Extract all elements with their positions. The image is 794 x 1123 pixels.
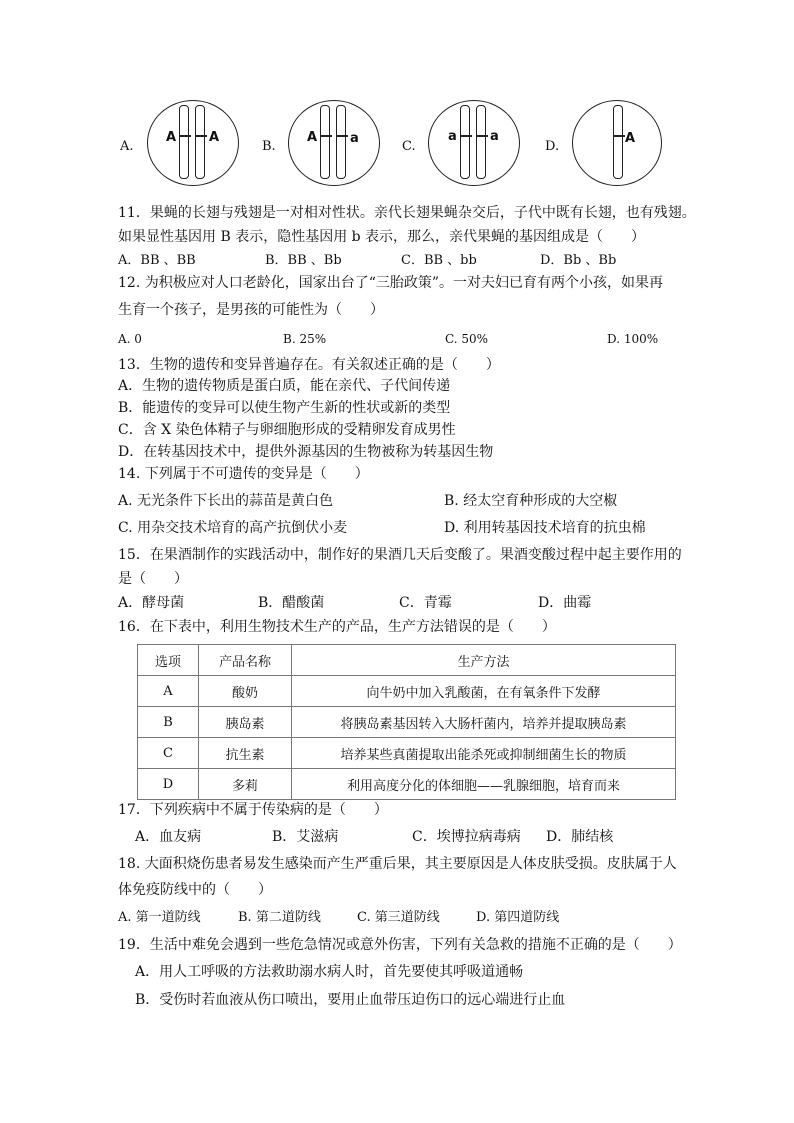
q18-stem-line1: 18. 大面积烧伤患者易发生感染而产生严重后果，其主要原因是人体皮肤受损。皮肤属于人 (118, 856, 677, 872)
q18-option-d: D. 第四道防线 (476, 910, 560, 925)
cell-b (288, 100, 380, 186)
cell-a (147, 100, 239, 186)
cell-method: 利用高度分化的体细胞——乳腺细胞，培育而来 (292, 769, 676, 800)
q18-stem-line2: 体免疫防线中的（ ） (118, 882, 272, 898)
q12-option-c: C. 50% (445, 332, 489, 346)
q16-table (137, 644, 676, 800)
q11-stem-line1: 11．果蝇的长翅与残翅是一对相对性状。亲代长翅果蝇杂交后，子代中既有长翅，也有残翅。 (118, 205, 696, 221)
q15-option-a: A．酵母菌 (118, 595, 185, 611)
q15-option-c: C．青霉 (399, 595, 452, 611)
q13-stem: 13．生物的遗传和变异普遍存在。有关叙述正确的是（ ） (118, 357, 500, 373)
cell-product: 酸奶 (199, 676, 292, 707)
gene-label: A (166, 130, 177, 145)
fig-option-label-a: A. (120, 139, 134, 154)
cell-product: 多莉 (199, 769, 292, 800)
q11-option-b: B．BB 、Bb (265, 253, 342, 268)
gene-label: A (209, 130, 220, 145)
cell-option: B (138, 707, 199, 738)
q18-option-b: B. 第二道防线 (238, 910, 321, 925)
fig-option-label-c: C. (402, 139, 416, 154)
gene-label: a (350, 131, 359, 146)
table-row (138, 738, 676, 769)
cell-product: 胰岛素 (199, 707, 292, 738)
q12-option-b: B. 25% (283, 332, 327, 346)
cell-c (428, 100, 520, 186)
q19-option-a: A．用人工呼吸的方法救助溺水病人时，首先要使其呼吸道通畅 (135, 964, 524, 980)
cell-method: 向牛奶中加入乳酸菌，在有氧条件下发酵 (292, 676, 676, 707)
chromosome (195, 105, 205, 179)
q14-option-c: C. 用杂交技术培育的高产抗倒伏小麦 (118, 520, 348, 536)
q17-option-a: A．血友病 (135, 829, 202, 845)
q12-stem-line2: 生育一个孩子，是男孩的可能性为（ ） (118, 302, 384, 318)
q14-option-a: A. 无光条件下长出的蒜苗是黄白色 (118, 493, 334, 509)
q13-option-a: A．生物的遗传物质是蛋白质，能在亲代、子代间传递 (118, 378, 451, 394)
q13-option-c: C．含 X 染色体精子与卵细胞形成的受精卵发育成男性 (118, 422, 456, 438)
chromosome (613, 105, 623, 179)
q18-option-c: C. 第三道防线 (357, 910, 440, 925)
gene-label: a (490, 129, 499, 144)
gene-label: A (307, 130, 318, 145)
fig-option-label-d: D. (545, 139, 560, 154)
table-row (138, 707, 676, 738)
chromosome (179, 105, 189, 179)
q18-option-a: A. 第一道防线 (118, 910, 201, 925)
chromosome (336, 105, 346, 179)
q13-option-b: B．能遗传的变异可以使生物产生新的性状或新的类型 (118, 400, 451, 416)
cell-product: 抗生素 (199, 738, 292, 769)
q16-stem: 16．在下表中，利用生物技术生产的产品，生产方法错误的是（ ） (118, 619, 556, 635)
chromosome (320, 105, 330, 179)
q15-stem-line1: 15．在果酒制作的实践活动中，制作好的果酒几天后变酸了。果酒变酸过程中起主要作用的 (118, 547, 682, 563)
q19-stem: 19．生活中难免会遇到一些危急情况或意外伤害，下列有关急救的措施不正确的是（ ） (118, 937, 682, 953)
table-row (138, 769, 676, 800)
q11-option-d: D．Bb 、Bb (540, 253, 617, 268)
q15-stem-line2: 是（ ） (118, 571, 188, 587)
header-product: 产品名称 (199, 645, 292, 676)
chromosome (476, 105, 486, 179)
cell-method: 将胰岛素基因转入大肠杆菌内，培养并提取胰岛素 (292, 707, 676, 738)
q17-stem: 17．下列疾病中不属于传染病的是（ ） (118, 802, 388, 818)
q19-option-b: B．受伤时若血液从伤口喷出，要用止血带压迫伤口的远心端进行止血 (135, 992, 566, 1008)
q12-option-d: D. 100% (607, 332, 659, 346)
q12-option-a: A. 0 (118, 332, 142, 346)
q14-option-b: B. 经太空育种形成的大空椒 (444, 493, 618, 509)
cell-option: A (138, 676, 199, 707)
q17-option-c: C．埃博拉病毒病 (412, 829, 521, 845)
cell-method: 培养某些真菌提取出能杀死或抑制细菌生长的物质 (292, 738, 676, 769)
table-header-row (138, 645, 676, 676)
q17-option-d: D．肺结核 (546, 829, 614, 845)
q11-stem-line2: 如果显性基因用 B 表示，隐性基因用 b 表示，那么，亲代果蝇的基因组成是（ ） (118, 229, 646, 245)
cell-d (572, 100, 662, 186)
q15-option-d: D．曲霉 (538, 595, 592, 611)
gene-label: A (625, 131, 636, 146)
q13-option-d: D．在转基因技术中，提供外源基因的生物被称为转基因生物 (118, 444, 494, 460)
q11-option-a: A．BB 、BB (118, 253, 196, 268)
chromosome (460, 105, 470, 179)
q14-stem: 14. 下列属于不可遗传的变异是（ ） (118, 466, 369, 482)
header-option: 选项 (138, 645, 199, 676)
q14-option-d: D. 利用转基因技术培育的抗虫棉 (444, 520, 646, 536)
gene-label: a (448, 129, 457, 144)
table-row (138, 676, 676, 707)
q17-option-b: B．艾滋病 (272, 829, 339, 845)
cell-option: C (138, 738, 199, 769)
header-method: 生产方法 (292, 645, 676, 676)
fig-option-label-b: B. (262, 139, 276, 154)
cell-option: D (138, 769, 199, 800)
q12-stem-line1: 12. 为积极应对人口老龄化，国家出台了“三胎政策”。一对夫妇已育有两个小孩，如果再 (118, 275, 664, 291)
q15-option-b: B．醋酸菌 (258, 595, 325, 611)
q11-option-c: C．BB 、bb (401, 253, 477, 268)
